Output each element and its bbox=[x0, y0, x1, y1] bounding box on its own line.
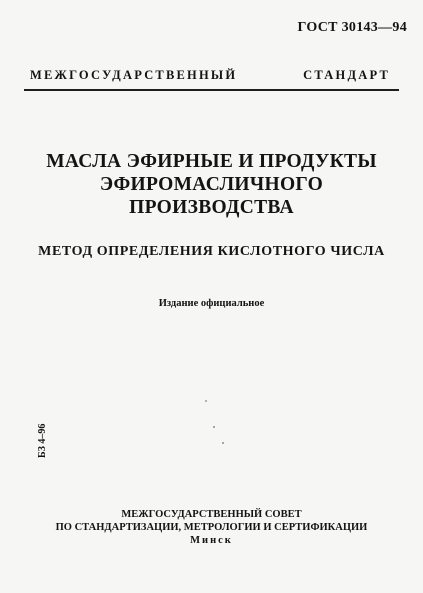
publisher-block bbox=[0, 508, 423, 547]
standard-type-header: МЕЖГОСУДАРСТВЕННЫЙ СТАНДАРТ bbox=[30, 68, 390, 82]
title-line-2: ЭФИРОМАСЛИЧНОГО bbox=[99, 174, 324, 195]
publisher-line-1: МЕЖГОСУДАРСТВЕННЫЙ СОВЕТ bbox=[121, 509, 302, 520]
title-line-1: МАСЛА ЭФИРНЫЕ И ПРОДУКТЫ bbox=[46, 151, 377, 172]
doc-number: ГОСТ 30143—94 bbox=[297, 20, 407, 35]
header-divider bbox=[24, 89, 399, 91]
side-code: БЗ 4–96 bbox=[37, 423, 48, 458]
publisher-line-2: ПО СТАНДАРТИЗАЦИИ, МЕТРОЛОГИИ И СЕРТИФИКАЦИИ bbox=[55, 522, 368, 533]
edition-label: Издание официальное bbox=[158, 298, 265, 309]
scan-speck bbox=[213, 426, 215, 428]
scan-speck bbox=[222, 442, 224, 444]
scan-speck bbox=[205, 400, 207, 402]
publisher-city: Минск bbox=[190, 535, 233, 546]
document-title bbox=[0, 150, 423, 219]
title-line-3: ПРОИЗВОДСТВА bbox=[129, 197, 294, 218]
document-subtitle: МЕТОД ОПРЕДЕЛЕНИЯ КИСЛОТНОГО ЧИСЛА bbox=[38, 244, 385, 259]
